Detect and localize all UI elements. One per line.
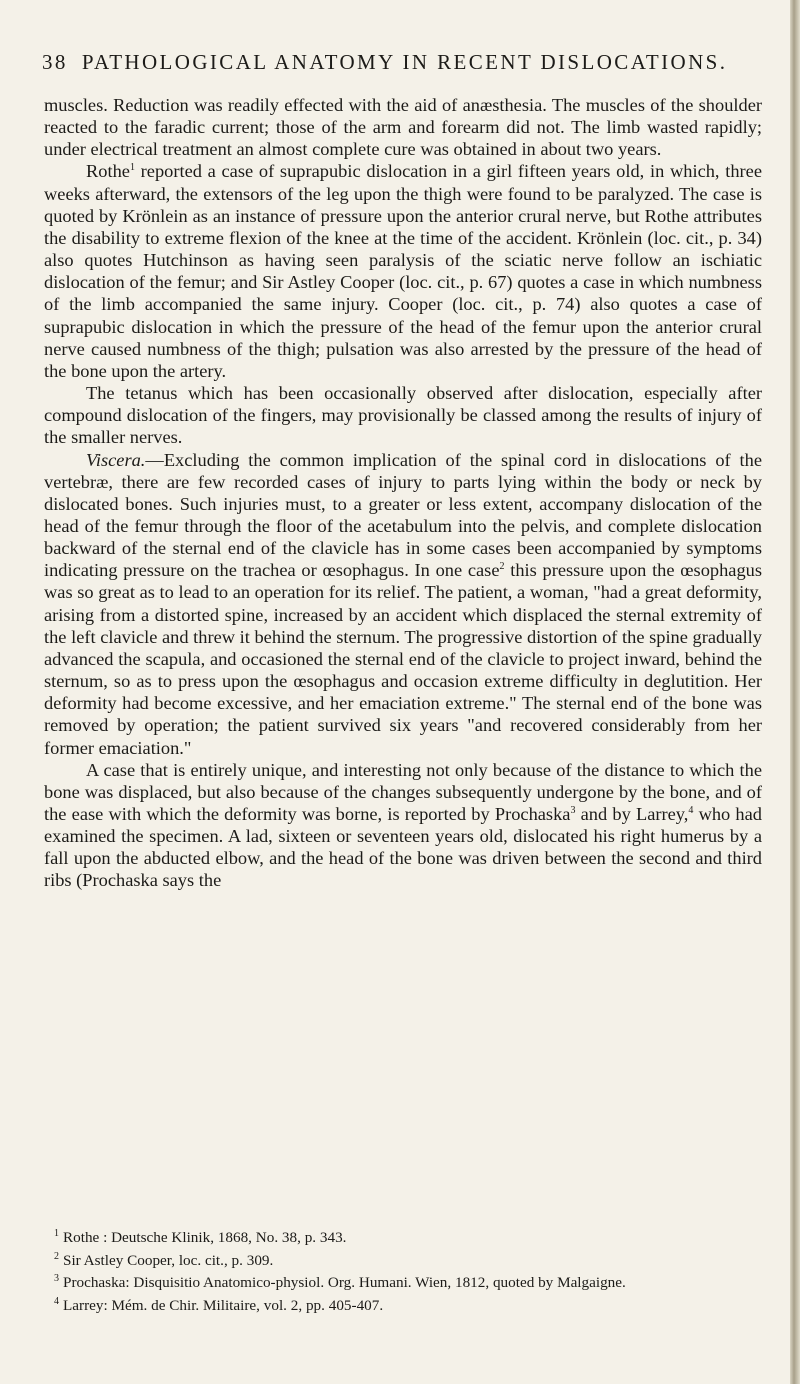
paragraph <box>44 759 762 892</box>
text-run: —Excluding the common implication of the spinal cord in dislocations of the vertebræ, there are few recorded cases of injury to parts lying within the body or neck by dislocated bones. Such injuries must, to a greater or less extent, accompany dislocation of the head of the femur through the floor of the acetabulum into the pelvis, and complete dislocation backward of the sternal end of the clavicle has in some cases been accompanied by symptoms indicating pressure on the trachea or œsophagus. In one case <box>44 449 762 581</box>
footnote <box>44 1270 762 1293</box>
paragraph <box>44 94 762 160</box>
text-run: muscles. Reduction was readily effected with the aid of anæsthesia. The muscles of the shoulder reacted to the faradic current; those of the arm and forearm did not. The limb wasted rapidly; under electrical treatment an almost complete cure was obtained in about two years. <box>44 95 762 160</box>
footnote-mark: 4 <box>54 1295 59 1307</box>
running-title: PATHOLOGICAL ANATOMY IN RECENT DISLOCATIONS. <box>81 50 728 74</box>
footnote-mark: 2 <box>54 1250 59 1262</box>
footnote-text: Sir Astley Cooper, loc. cit., p. 309. <box>63 1251 274 1269</box>
footnote-mark: 3 <box>54 1273 59 1285</box>
footnote-text: Rothe : Deutsche Klinik, 1868, No. 38, p. 343. <box>63 1229 347 1247</box>
text-run: and by Larrey, <box>575 804 689 824</box>
paragraph <box>44 160 762 382</box>
paragraph <box>44 449 762 759</box>
text-run: reported a case of suprapubic dislocation in a girl fifteen years old, in which, three weeks afterward, the extensors of the leg upon the thigh were found to be paralyzed. The case is quoted by Krönlein as an instance of pressure upon the anterior crural nerve, but Rothe attributes the disability to extreme flexion of the knee at the time of the accident. Krönlein (loc. cit., p. 34) also quotes Hutchinson as having seen paralysis of the sciatic nerve follow an ischiatic dislocation of the femur; and Sir Astley Cooper (loc. cit., p. 67) quotes a case in which numbness of the limb accompanied the same injury. Cooper (loc. cit., p. 74) also quotes a case of suprapubic dislocation in which the pressure of the head of the femur upon the anterior crural nerve caused numbness of the thigh; pulsation was also arrested by the pressure of the head of the bone upon the artery. <box>44 161 762 381</box>
footnote-mark: 1 <box>54 1228 59 1239</box>
text-run: A case that is entirely unique, and interesting not only because of the distance to which the bone was displaced, but also because of the changes subsequently undergone by the bone, and of the ease with which the deformity was borne, is reported by Prochaska <box>44 759 762 824</box>
footnote <box>44 1225 762 1248</box>
section-heading-italic: Viscera. <box>86 449 146 470</box>
footnote-reference: 3 <box>570 804 576 816</box>
text-run: this pressure upon the œsophagus was so great as to lead to an operation for its relief. The patient, a woman, "had a great deformity, arising from a distorted spine, increased by an accident which displaced the sternal extremity of the left clavicle and threw it behind the sternum. The progressive distortion of the spine gradually advanced the scapula, and occasioned the sternal end of the clavicle to project inward, behind the sternum, so as to press upon the œsophagus and occasion extreme difficulty in deglutition. Her deformity had become excessive, and her emaciation extreme." The sternal end of the bone was removed by operation; the patient survived six years "and recovered considerably from her former emaciation." <box>44 560 763 758</box>
footnote <box>44 1293 762 1316</box>
footnote <box>44 1248 762 1271</box>
footnotes <box>44 1225 762 1316</box>
page-number: 38 <box>42 50 68 74</box>
footnote-reference: 1 <box>129 162 135 174</box>
page-edge-shadow <box>790 0 800 1384</box>
footnote-reference: 2 <box>499 561 505 573</box>
text-run: who had examined the specimen. A lad, sixteen or seventeen years old, dislocated his right humerus by a fall upon the abducted elbow, and the head of the bone was driven between the second and third ribs (Prochaska says the <box>44 804 762 891</box>
footnote-reference: 4 <box>688 804 694 816</box>
body-text <box>44 94 762 892</box>
text-run: Rothe <box>86 161 130 182</box>
running-header <box>42 50 762 84</box>
text-run: The tetanus which has been occasionally observed after dislocation, especially after compound dislocation of the fingers, may provisionally be classed among the results of injury of the smaller nerves. <box>44 383 762 448</box>
paragraph <box>44 382 762 448</box>
footnote-text: Larrey: Mém. de Chir. Militaire, vol. 2, pp. 405-407. <box>63 1297 384 1315</box>
footnote-text: Prochaska: Disquisitio Anatomico-physiol. Org. Humani. Wien, 1812, quoted by Malgaigne. <box>63 1274 626 1292</box>
